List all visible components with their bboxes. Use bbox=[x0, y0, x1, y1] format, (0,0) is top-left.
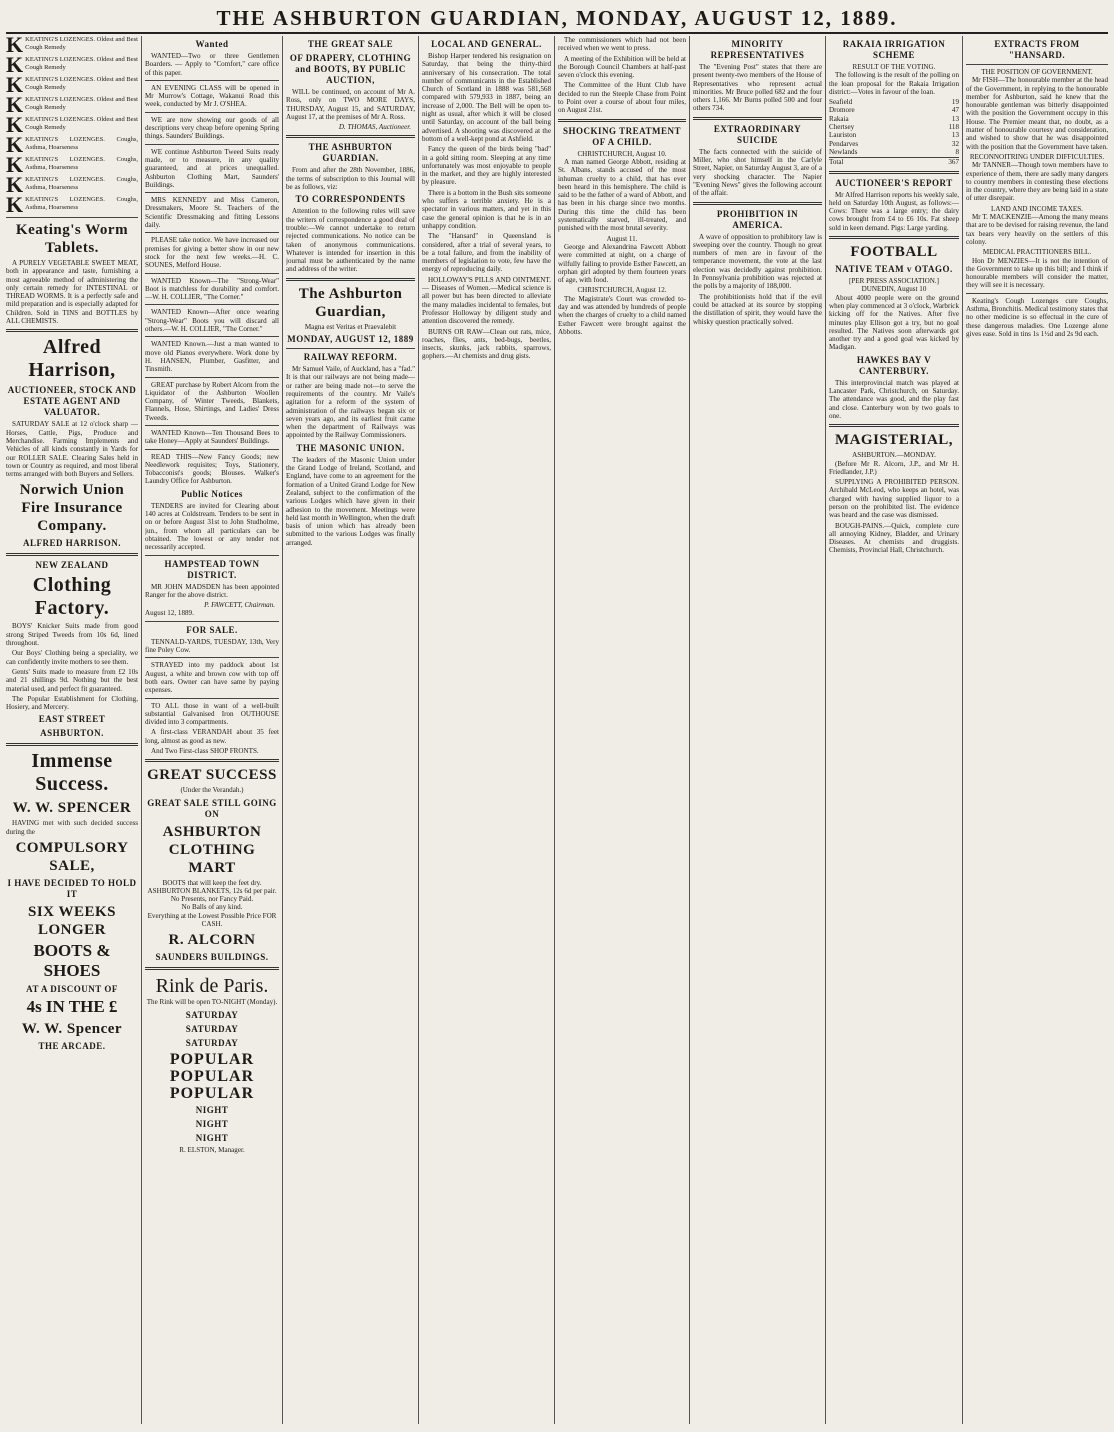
shocking-dateline-2: August 11. bbox=[606, 234, 638, 243]
column-6 bbox=[693, 36, 822, 1424]
votes-row bbox=[829, 148, 959, 156]
column-5 bbox=[558, 36, 686, 1424]
keating-ad-text: KEATING'S LOZENGES. Oldest and Best Cough Remedy bbox=[25, 96, 138, 111]
keating-ad bbox=[6, 112, 138, 137]
divider bbox=[145, 449, 279, 450]
column-divider bbox=[418, 36, 419, 1424]
ashburton-label: ASHBURTON. bbox=[40, 728, 104, 739]
football-heading: FOOTBALL bbox=[850, 244, 938, 261]
tweeds-notice: WE are now showing our goods of all descriptions very cheap before opening Spring things. Saunders' Buildings. bbox=[145, 115, 279, 141]
keating-initial: K bbox=[6, 92, 24, 117]
harrison-subtitle: AUCTIONEER, STOCK AND ESTATE AGENT AND VALUATOR. bbox=[7, 385, 137, 418]
town-body-2: The Committee of the Hunt Club have decided to run the Steeple Chase from Point to Point over a course of about four miles, on August 21st. bbox=[558, 81, 686, 115]
votes-count: 47 bbox=[951, 106, 959, 115]
divider bbox=[145, 621, 279, 622]
discount-label: AT A DISCOUNT OF bbox=[26, 984, 118, 995]
votes-row bbox=[829, 123, 959, 131]
column-divider bbox=[141, 36, 142, 1424]
blankets-price: ASHBURTON BLANKETS, 12s 6d per pair. bbox=[147, 886, 277, 895]
magisterial-body-2: SUPPLYING A PROHIBITED PERSON. Archibald McLeod, who keeps an hotel, was charged with having supplied liquor to a person on the prohibited list. The evidence was heard and the case was dismissed. bbox=[829, 478, 959, 520]
column-4 bbox=[422, 36, 551, 1424]
land-body: Mr T. MACKENZIE—Among the many means that are to be devised for raising revenue, the land tax bears very heavily on the settlers of this colony. bbox=[966, 213, 1108, 246]
auctioneer-body: Mr Alfred Harrison reports his weekly sale, held on Saturday 10th August, as follows:—Cows: There was a large entry; the dairy cows brought from £4 to £6 10s. Fat sheep sold in keen demand. Pigs: Large yarding. bbox=[829, 190, 959, 232]
divider bbox=[145, 377, 279, 378]
reconnoitring-subheading: RECONNOITRING UNDER DIFFICULTIES. bbox=[969, 152, 1105, 161]
keating-ad-text: KEATING'S LOZENGES. Oldest and Best Cough Remedy bbox=[25, 36, 138, 51]
popular-1: POPULAR bbox=[169, 1050, 255, 1068]
four-shillings: 4s IN THE £ bbox=[26, 997, 118, 1017]
guardian-motto: Magna est Veritas et Praevalebit bbox=[304, 322, 397, 331]
railway-body: Mr Samuel Vaile, of Auckland, has a "fad." It is that our railways are not being made—or rather are being made not—to serve the requirements of the country. Mr Vaile's agitation for a reform of the system of administration of the railways began six or seven years ago, and its earliest fruit came when the department of Railways was appointed by the Railway Commissioners. bbox=[286, 365, 415, 440]
hampstead-body: MR JOHN MADSDEN has been appointed Ranger for the above district. bbox=[145, 582, 279, 599]
nz-title: NEW ZEALAND bbox=[35, 560, 109, 571]
divider bbox=[286, 278, 415, 281]
verandah-notice: A first-class VERANDAH about 35 feet long, almost as good as new. bbox=[145, 728, 279, 745]
votes-district: Rakaia bbox=[829, 114, 849, 123]
keating-ads bbox=[6, 36, 138, 217]
prohibition-heading: PROHIBITION IN AMERICA. bbox=[716, 208, 799, 230]
outhouse-notice: TO ALL those in want of a well-built substantial Galvanised Iron OUTHOUSE divided into 3 compartments. bbox=[145, 701, 279, 727]
divider bbox=[6, 743, 138, 746]
masonic-heading: THE MASONIC UNION. bbox=[296, 442, 405, 453]
worm-tablets-body: A PURELY VEGETABLE SWEET MEAT, both in appearance and taste, furnishing a most agreeable method of administering the only certain remedy for INTESTINAL or THREAD WORMS. It is a perfectly safe and mild preparation and is especially adapted for Children. Sold in TINS and BOTTLES by ALL CHEMISTS. bbox=[6, 259, 138, 326]
night-3: NIGHT bbox=[195, 1132, 229, 1143]
votes-district: Chertsey bbox=[829, 123, 855, 132]
divider bbox=[6, 217, 138, 218]
votes-count: 13 bbox=[951, 114, 959, 123]
divider bbox=[145, 657, 279, 658]
keating-initial: K bbox=[6, 72, 24, 97]
shop-fronts: And Two First-class SHOP FRONTS. bbox=[151, 747, 259, 755]
votes-district: Seafield bbox=[829, 98, 853, 107]
keating-ad-text: KEATING'S LOZENGES. Oldest and Best Cough Remedy bbox=[25, 56, 138, 71]
prohibition-body-2: The prohibitionists hold that if the evil could be attacked at its source by stopping the distillation of spirit, they would have the whisky question practically solved. bbox=[693, 292, 822, 326]
keating-ad-text: KEATING'S LOZENGES. Coughs, Asthma, Hoarseness bbox=[25, 196, 138, 211]
medical-subheading: MEDICAL PRACTITIONERS BILL. bbox=[982, 248, 1092, 257]
extracts-body: Mr FISH—The honourable member at the head of the Government, in replying to the honourable member for Ashburton, said he knew that the honourable gentleman was bitterly disappointed with the position the Government occupy in this House. The Premier meant that, no doubt, as a matter of honourable courtesy and consideration, and wished to show that he was disappointed with the position that the Government have taken. bbox=[966, 76, 1108, 151]
harrison-body: SATURDAY SALE at 12 o'clock sharp —Horses, Cattle, Pigs, Produce and Merchandise. Farming Implements and Vehicles of all kinds constantly in Yards for our ROLLER SALE. Clearing Sales held in town or Country as required, and most liberal terms arranged with both Buyers and Sellers. bbox=[6, 420, 138, 479]
great-purchase: GREAT purchase by Robert Alcorn from the Liquidator of the Ashburton Woollen Company, of Winter Tweeds, Blankets, Flannels, Hose, Shirtings, and Ladies' Dress Tweeds. bbox=[145, 380, 279, 422]
column-7 bbox=[829, 36, 959, 1424]
divider bbox=[286, 135, 415, 138]
boots-dry: BOOTS that will keep the feet dry. bbox=[162, 878, 262, 887]
decided-longer: I HAVE DECIDED TO HOLD IT bbox=[7, 878, 137, 900]
clothing-factory-title: Clothing Factory. bbox=[32, 574, 112, 620]
hansard-note: The "Hansard" in Queensland is considered, after a trial of several years, to be a total failure, and from the inability of members of legislation to vote, few have the energy of reproducing daily. bbox=[422, 232, 551, 274]
divider bbox=[145, 112, 279, 113]
votes-count: 8 bbox=[955, 147, 959, 156]
column-divider bbox=[825, 36, 826, 1424]
tenders: TENDERS are invited for Clearing about 140 acres at Coldstream. Tenders to be sent in on or before August 31st to John Studholme, jun., from whom all particulars can be obtained. The lowest or any tender not necessarily accepted. bbox=[145, 501, 279, 552]
local-body-2: Fancy the queen of the birds being "bad" in a gold sitting room. Sleeping at any time unfortunately was most enjoyable to people in the market, and they are highly interested by pleasure. bbox=[422, 145, 551, 187]
read-this: READ THIS—New Fancy Goods; new Needlework requisites; Toys, Stationery, Tobacconist's goods; Blouses. Walker's Laundry Office for Ashburton. bbox=[145, 452, 279, 486]
column-1 bbox=[6, 36, 138, 1424]
auctioneer-heading: AUCTIONEER'S REPORT bbox=[835, 177, 953, 188]
boots-shoes: BOOTS & SHOES bbox=[33, 941, 111, 981]
norwich-title: Norwich Union Fire Insurance Company. bbox=[19, 482, 125, 535]
divider bbox=[145, 336, 279, 337]
guardian-heading: THE ASHBURTON GUARDIAN. bbox=[308, 142, 393, 164]
sale-going-on: GREAT SALE STILL GOING ON bbox=[147, 797, 277, 819]
railway-heading: RAILWAY REFORM. bbox=[303, 352, 398, 363]
saturday-1: SATURDAY bbox=[185, 1009, 239, 1020]
column-divider bbox=[282, 36, 283, 1424]
magisterial-subheading: ASHBURTON.—MONDAY. bbox=[852, 451, 936, 460]
local-general-heading: LOCAL AND GENERAL. bbox=[431, 39, 542, 49]
town-board: The commissioners which had not been received when we went to press. bbox=[558, 36, 686, 53]
extracts-heading: EXTRACTS FROM "HANSARD. bbox=[994, 39, 1080, 60]
hampstead-heading: HAMPSTEAD TOWN DISTRICT. bbox=[164, 558, 260, 580]
votes-row bbox=[829, 140, 959, 148]
divider bbox=[145, 555, 279, 556]
keating-ad bbox=[6, 132, 138, 157]
strayed-notice: STRAYED into my paddock about 1st August, a white and brown cow with top off both ears. Owner can have same by paying expenses. bbox=[145, 661, 279, 695]
saturday-3: SATURDAY bbox=[185, 1037, 239, 1048]
rakaia-body: The following is the result of the polling on the loan proposal for the Rakaia Irrigation district:—Votes in favour of the loan. bbox=[829, 71, 959, 96]
votes-total-value: 367 bbox=[948, 158, 959, 167]
divider bbox=[286, 348, 415, 349]
shocking-body-3: The Magistrate's Court was crowded to-day and was attended by hundreds of people when the charges of cruelty to a child named Esther Fawcett were brought against the Abbotts. bbox=[558, 294, 686, 336]
keating-initial: K bbox=[6, 52, 24, 77]
night-1: NIGHT bbox=[195, 1104, 229, 1115]
votes-district: Pendarves bbox=[829, 139, 859, 148]
local-body: Bishop Harper tendered his resignation on Saturday, that being the thirty-third anniversary of his consecration. The total number of communicants in the Established Church of Scotland in 1888 was 581,568 compared with 579,933 in 1887, being an increase of 2,000. The Bell will be open to-night as usual, after which it will be closed until Saturday, on account of the ball being advertised. A shooting was discovered at the bottom of a well-kept pond at Ashfield. bbox=[422, 52, 551, 143]
votes-count: 13 bbox=[951, 131, 959, 140]
shocking-dateline-3: CHRISTCHURCH, August 12. bbox=[577, 286, 667, 295]
issue-date: MONDAY, AUGUST 12, 1889 bbox=[287, 334, 414, 345]
minority-heading: MINORITY REPRESENTATIVES bbox=[710, 39, 805, 60]
divider bbox=[6, 553, 138, 556]
votes-district: Lauriston bbox=[829, 131, 857, 140]
strong-wear-boot-2: WANTED Known—After once wearing "Strong-Wear" Boots you will discard all others.—W. H. COLLIER, "The Corner." bbox=[145, 308, 279, 334]
divider bbox=[145, 304, 279, 305]
evening-class: AN EVENING CLASS will be opened in Mr Murrow's Cottage, Wakanui Road this week, conducted by Mr J. O'SHEA. bbox=[145, 83, 279, 109]
keating-ad-text: KEATING'S LOZENGES. Coughs, Asthma, Hoarseness bbox=[25, 156, 138, 171]
drapery-heading: OF DRAPERY, CLOTHING and BOOTS, BY PUBLIC AUCTION, bbox=[289, 53, 412, 85]
shocking-dateline: CHRISTCHURCH, August 10. bbox=[577, 149, 667, 158]
clothing-body-2: Our Boys' Clothing being a speciality, we can confidently invite mothers to see them. bbox=[6, 649, 138, 666]
rakaia-subheading: RESULT OF THE VOTING. bbox=[852, 63, 936, 71]
divider bbox=[145, 425, 279, 426]
divider bbox=[966, 64, 1108, 65]
correspondents-heading: TO CORRESPONDENTS bbox=[295, 194, 406, 205]
auctioneer-signature: D. THOMAS, Auctioneer. bbox=[338, 123, 411, 132]
clothing-body-3: Gents' Suits made to measure from £2 10s and 21 shillings 9d. Nothing but the best material used, and perfect fit guaranteed. bbox=[6, 667, 138, 693]
keating-ad bbox=[6, 52, 138, 77]
keating-cough-ad: Keating's Cough Lozenges cure Coughs, Asthma, Bronchitis. Medical testimony states that no other medicine is so effectual in the cure of these dangerous maladies. One Lozenge alone gives ease. Sold in tins 1s 1½d and 2s 9d each. bbox=[966, 296, 1108, 338]
alcorn-name: R. ALCORN bbox=[168, 932, 256, 949]
keating-ad bbox=[6, 92, 138, 117]
shocking-body-2: George and Alexandrina Fawcett Abbott were committed at night, on a charge of wilfully failing to provide Esther Fawcett, an orphan girl adopted by them fourteen years of age, with food. bbox=[558, 242, 686, 285]
keating-ad-text: KEATING'S LOZENGES. Coughs, Asthma, Hoarseness bbox=[25, 136, 138, 151]
medical-body: Hon Dr MENZIES—It is not the intention of the Government to take up this bill; and I think if honourable members will consider the matter, they will see it is necessary. bbox=[966, 256, 1108, 290]
reconnoitring-body: Mr TANNER—Though town members have to experience of them, there are sadly many dangers to country members in contesting these elections in the country, where they are being laid in a state of utter disrepair. bbox=[966, 161, 1108, 203]
lowest-price: Everything at the Lowest Possible Price FOR CASH. bbox=[147, 911, 277, 929]
clothing-mart: ASHBURTON CLOTHING MART bbox=[162, 823, 262, 876]
keating-initial: K bbox=[6, 152, 24, 177]
local-body-3: There is a bottom in the Bush sits someone who suffers a terrible anxiety. He is a spectator in various matters, and yet in this case the general opinion is that he is in an unhappy condition. bbox=[422, 188, 551, 230]
votes-row bbox=[829, 98, 959, 106]
votes-row bbox=[829, 106, 959, 114]
keating-ad-text: KEATING'S LOZENGES. Oldest and Best Cough Remedy bbox=[25, 116, 138, 131]
dressmakers: MRS KENNEDY and Miss Cameron, Dressmakers, Moore St. Teachers of the Scientific Dressmaking and fitting Lessons daily. bbox=[145, 196, 279, 230]
votes-table bbox=[829, 98, 959, 156]
native-team: NATIVE TEAM v OTAGO. bbox=[835, 264, 953, 275]
position-subheading: THE POSITION OF GOVERNMENT. bbox=[981, 68, 1093, 76]
votes-row bbox=[829, 131, 959, 139]
divider bbox=[693, 117, 822, 120]
prohibition-body: A wave of opposition to prohibitory law is sweeping over the country. Though no great numbers of men are in favour of the temperance movement, the vote at the last election was decidedly against prohibition. In Pennsylvania prohibition was rejected at the polls by a majority of 188,000. bbox=[693, 232, 822, 291]
keating-initial: K bbox=[6, 132, 24, 157]
clothing-body-4: The Popular Establishment for Clothing, Hosiery, and Mercery. bbox=[6, 694, 138, 712]
holloway-ad: HOLLOWAY'S PILLS AND OINTMENT.— Diseases of Women.—Medical science is all power but has been directed to alleviate the many maladies incidental to females, but Professor Holloway by diligent study and attention discovered the remedy. bbox=[422, 275, 551, 326]
divider bbox=[145, 232, 279, 233]
under-verandah: (Under the Verandah.) bbox=[180, 786, 244, 795]
keating-initial: K bbox=[6, 36, 24, 57]
keating-ad bbox=[6, 152, 138, 177]
suicide-body: The facts connected with the suicide of Miller, who shot himself in the Carlyle Street, Napier, on Saturday August 3, are of a very shocking character. The Napier "Evening News" gives the following account of the affair. bbox=[693, 147, 822, 198]
divider bbox=[966, 293, 1108, 294]
divider bbox=[829, 424, 959, 427]
top-rule bbox=[6, 32, 1108, 34]
football-dateline: DUNEDIN, August 10 bbox=[861, 285, 927, 294]
votes-count: 118 bbox=[948, 123, 959, 132]
hawkes-heading: HAWKES BAY V CANTERBURY. bbox=[856, 354, 932, 376]
masonic-body: The leaders of the Masonic Union under the Grand Lodge of Ireland, Scotland, and England, have come to an agreement for the formation of a United Grand Lodge for New Zealand, subject to the confirmation of the various Lodges which have given in their adhesion to the movement. Meetings were held last month in Wellington, when the draft basis of union which has already been submitted to the various Lodges was finally arranged. bbox=[286, 455, 415, 547]
keating-initial: K bbox=[6, 192, 24, 217]
votes-district: Dromore bbox=[829, 106, 855, 115]
magisterial-heading: MAGISTERIAL, bbox=[834, 432, 954, 449]
bees-notice: WANTED Known—Ten Thousand Bees to take Honey—Apply at Saunders' Buildings. bbox=[145, 428, 279, 446]
divider bbox=[145, 192, 279, 193]
saturday-2: SATURDAY bbox=[185, 1023, 239, 1034]
wanted-boarders: WANTED—Two or three Gentlemen Boarders. — Apply to "Comfort," care office of this paper. bbox=[145, 52, 279, 77]
no-presents: No Presents, nor Fancy Paid. bbox=[170, 895, 254, 904]
rats-ad: BURNS OR RAW—Clean out rats, mice, roaches, flies, ants, bed-bugs, beetles, insects, skunks, jack rabbits, sparrows, gophers.—At chemists and drug gists. bbox=[422, 327, 551, 361]
town-body: A meeting of the Exhibition will be held at the Borough Council Chambers at half-past seven o'clock this evening. bbox=[558, 54, 686, 80]
divider bbox=[145, 759, 279, 762]
divider bbox=[693, 202, 822, 205]
rakaia-heading: RAKAIA IRRIGATION SCHEME bbox=[842, 39, 946, 60]
east-street: EAST STREET bbox=[38, 714, 106, 725]
minority-body: The "Evening Post" states that there are present twenty-two members of the House of Representatives who represent actual minorities. Mr Bruce polled 682 and the four others 1,166. Mr Burns polled 500 and four others 734. bbox=[693, 63, 822, 113]
no-balls: No Balls of any kind. bbox=[181, 903, 243, 912]
column-3 bbox=[286, 36, 415, 1424]
hampstead-date: August 12, 1889. bbox=[145, 609, 194, 618]
votes-count: 32 bbox=[951, 139, 959, 148]
divider bbox=[145, 698, 279, 699]
divider bbox=[145, 967, 279, 970]
spencer-body: HAVING met with such decided success during the bbox=[6, 819, 138, 836]
votes-total-row bbox=[829, 157, 959, 166]
divider bbox=[829, 236, 959, 239]
subscription-terms: From and after the 28th November, 1886, the terms of subscription to this Journal will be as follows, viz: bbox=[286, 166, 415, 192]
immense-success: Immense Success. bbox=[31, 750, 113, 796]
keating-ad bbox=[6, 192, 138, 217]
divider bbox=[145, 144, 279, 145]
keating-initial: K bbox=[6, 112, 24, 137]
votes-count: 19 bbox=[951, 98, 959, 107]
public-notices: Public Notices bbox=[181, 488, 243, 499]
worm-tablets-title: Keating's Worm Tablets. bbox=[15, 222, 129, 256]
night-2: NIGHT bbox=[195, 1118, 229, 1129]
divider bbox=[829, 171, 959, 174]
shocking-body: A man named George Abbott, residing at St. Albans, stands accused of the most inhuman cruelty to a child, that has ever been heard in this hemisphere. The child is said to be the father of a ward of Abbott, and has been in his charge since two months. During this time the child has been systematically starved, ill-treated, and punished with the most brutal severity. bbox=[558, 157, 686, 233]
great-sale: THE GREAT SALE bbox=[307, 39, 394, 49]
keating-ad-text: KEATING'S LOZENGES. Oldest and Best Cough Remedy bbox=[25, 76, 138, 91]
the-arcade: THE ARCADE. bbox=[38, 1041, 106, 1052]
votes-total-label: Total bbox=[829, 158, 844, 167]
bough-pains-ad: BOUGH-PAINS.—Quick, complete cure all annoying Kidney, Bladder, and Urinary Diseases. At chemists and druggists. Chemists, Provincial Hall, Christchurch. bbox=[829, 521, 959, 555]
shocking-heading: SHOCKING TREATMENT OF A CHILD. bbox=[563, 125, 681, 147]
press-association: [PER PRESS ASSOCIATION.] bbox=[848, 277, 940, 286]
harrison-title: Alfred Harrison, bbox=[28, 336, 116, 382]
keating-ad bbox=[6, 172, 138, 197]
for-sale-heading: FOR SALE. bbox=[186, 624, 238, 635]
spencer-name-2: W. W. Spencer bbox=[21, 1021, 123, 1038]
clothing-body: BOYS' Knicker Suits made from good strong Striped Tweeds from 10s 6d, lined throughout. bbox=[6, 622, 138, 648]
keating-ad-text: KEATING'S LOZENGES. Coughs, Asthma, Hoarseness bbox=[25, 176, 138, 191]
auction-body: WILL be continued, on account of Mr A. Ross, only on TWO MORE DAYS, THURSDAY, August 15, and SATURDAY, August 17, at the premises of Mr A. Ross. bbox=[286, 88, 415, 121]
masthead: THE ASHBURTON GUARDIAN, MONDAY, AUGUST 12, 1889. bbox=[216, 6, 898, 30]
keating-initial: K bbox=[6, 172, 24, 197]
wanted-heading: Wanted bbox=[195, 39, 229, 49]
tweed-suits: WE continue Ashburton Tweed Suits ready made, or to measure, in any quality guaranteed, and at prices unequalled. Ashburton Clothing Mart, Saunders' Buildings. bbox=[145, 147, 279, 189]
compulsory-sale: COMPULSORY SALE, bbox=[15, 840, 129, 875]
suicide-heading: EXTRAORDINARY SUICIDE bbox=[713, 123, 802, 145]
column-divider bbox=[554, 36, 555, 1424]
popular-3: POPULAR bbox=[169, 1084, 255, 1102]
guardian-title: The Ashburton Guardian, bbox=[298, 285, 403, 320]
divider bbox=[145, 273, 279, 274]
column-divider bbox=[962, 36, 963, 1424]
rink-manager: R. ELSTON, Manager. bbox=[179, 1145, 245, 1154]
divider bbox=[145, 80, 279, 81]
six-weeks-longer: SIX WEEKS LONGER bbox=[27, 904, 116, 939]
saunders-buildings: SAUNDERS BUILDINGS. bbox=[155, 952, 269, 963]
please-notice: PLEASE take notice. We have increased our premises for giving a better show in our new stock for the next few weeks.—H. C. SOUNES, Melford House. bbox=[145, 236, 279, 270]
votes-district: Newlands bbox=[829, 147, 858, 156]
column-divider bbox=[689, 36, 690, 1424]
correspondents-body: Attention to the following rules will save the writers of correspondence a good deal of trouble:—We cannot undertake to return rejected communications. No notice can be taken of anonymous communications. Whatever is intended for insertion in this journal must be authenticated by the name and address of the writer. bbox=[286, 207, 415, 274]
plumber-notice: WANTED Known.—Just a man wanted to move old Pianos everywhere. Work done by H. HANSEN, Plumber, Gasfitter, and Tinsmith. bbox=[145, 340, 279, 374]
hawkes-body: This interprovincial match was played at Lancaster Park, Christchurch, on Saturday. The attendance was good, and the play fast and close. Canterbury won by two goals to one. bbox=[829, 378, 959, 420]
land-subheading: LAND AND INCOME TAXES. bbox=[991, 204, 1083, 213]
magisterial-body: (Before Mr R. Alcorn, J.P., and Mr H. Friedlander, J.P.) bbox=[829, 459, 959, 476]
for-sale-body: TENNALD-YARDS, TUESDAY, 13th, Very fine Poley Cow. bbox=[145, 637, 279, 655]
great-success: GREAT SUCCESS bbox=[147, 767, 277, 784]
divider bbox=[558, 119, 686, 122]
strong-wear-boot: WANTED Known—The "Strong-Wear" Boot is matchless for durability and comfort.—W. H. COLLIER, "The Corner." bbox=[145, 276, 279, 302]
football-body: About 4000 people were on the ground when play commenced at 3 o'clock, Warbrick kicking off for the Natives. After five minutes play Ellison got a try, but no goal resulted. The Natives soon afterwards got another try and a good goal was kicked by Madigan. bbox=[829, 293, 959, 352]
keating-ad bbox=[6, 72, 138, 97]
votes-row bbox=[829, 115, 959, 123]
rink-de-paris: Rink de Paris. bbox=[155, 975, 269, 998]
spencer-name: W. W. SPENCER bbox=[12, 800, 132, 817]
column-2 bbox=[145, 36, 279, 1424]
column-8 bbox=[966, 36, 1108, 1424]
rink-open: The Rink will be open TO-NIGHT (Monday). bbox=[146, 998, 278, 1007]
divider bbox=[6, 329, 138, 332]
keating-ad bbox=[6, 36, 138, 57]
popular-2: POPULAR bbox=[169, 1067, 255, 1085]
hampstead-signature: P. FAWCETT, Chairman. bbox=[204, 601, 275, 610]
norwich-agent: ALFRED HARRISON. bbox=[22, 538, 121, 549]
